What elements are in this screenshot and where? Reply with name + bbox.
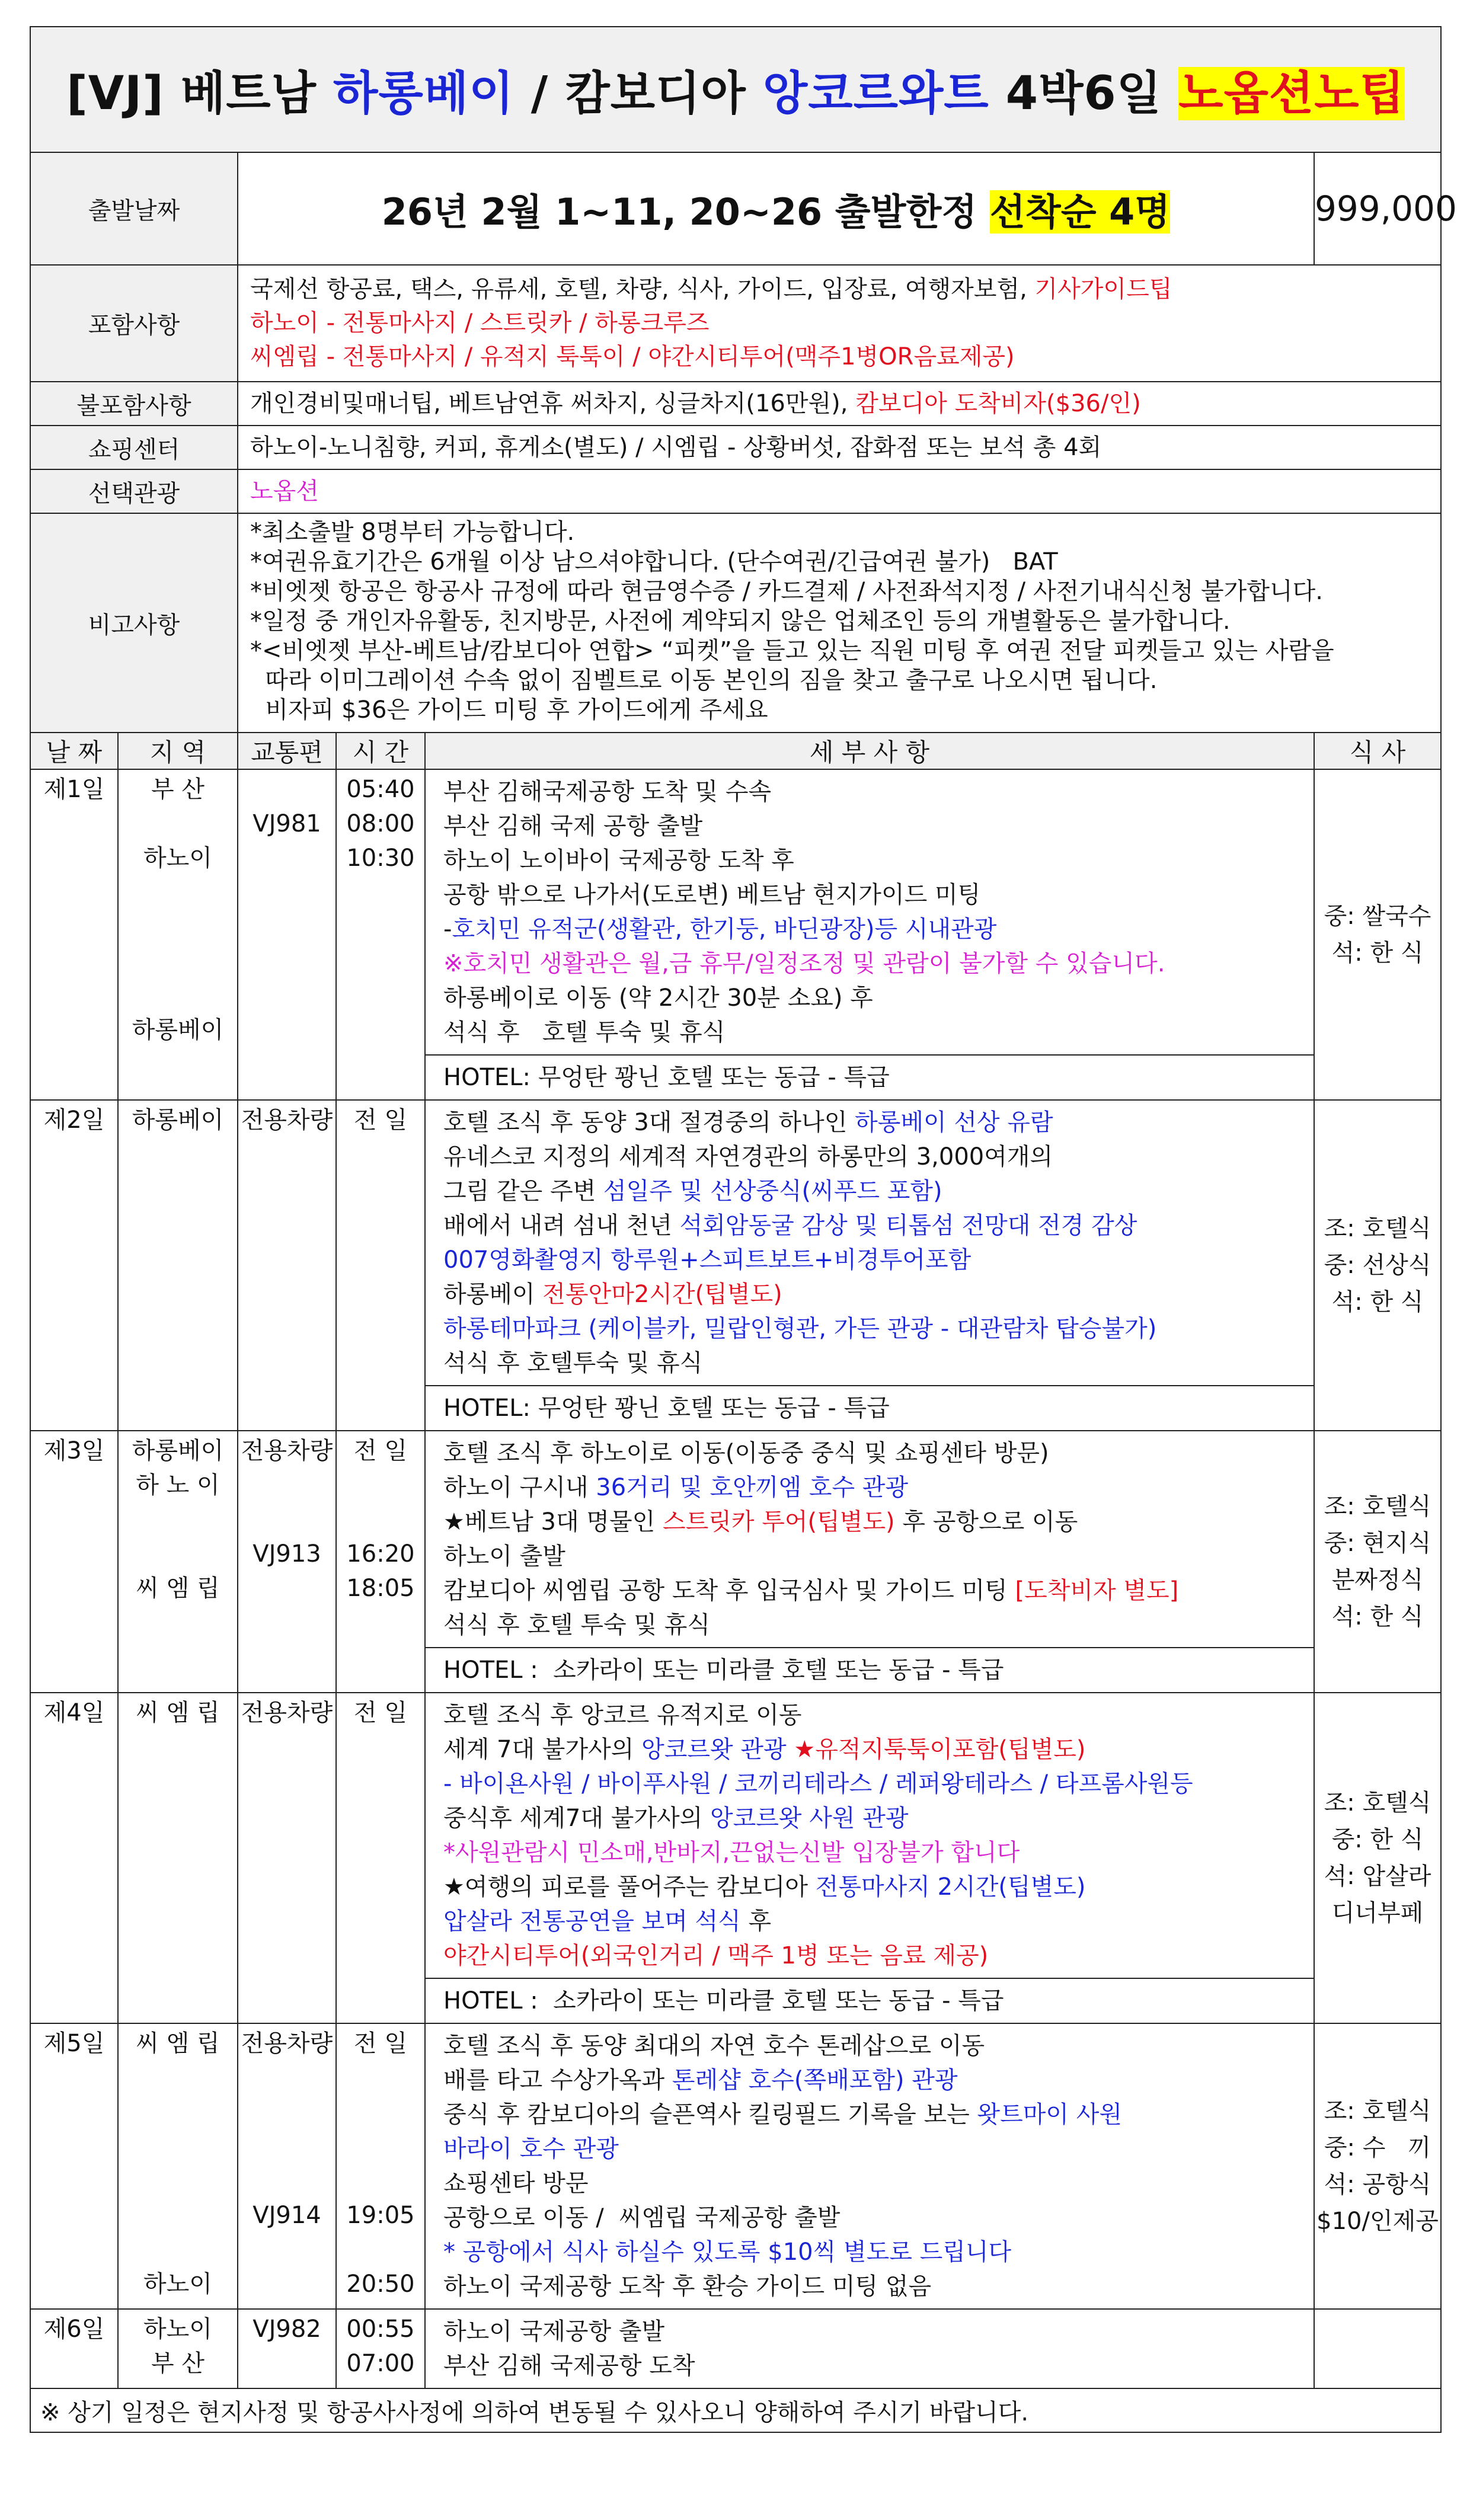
detail-meal-money: * 공항에서 식사 하실수 있도록 $10씩 별도로 드립니다 (443, 2238, 1012, 2266)
day3-label: 제3일 (30, 1431, 118, 1693)
region (120, 1502, 236, 1537)
time: 08:00 (346, 810, 415, 837)
detail-streetcar: 스트릿카 투어(팁별도) (662, 1508, 895, 1536)
time: 전 일 (354, 1437, 407, 1464)
day3-hotel: HOTEL : 소카라이 또는 미라클 호텔 또는 동급 - 특급 (425, 1648, 1314, 1693)
title-highlight: 노옵션노팁 (1178, 67, 1405, 120)
region (120, 2061, 236, 2095)
detail-highlight: 007영화촬영지 항루원+스피트보트+비경투어포함 (443, 1246, 972, 1274)
detail-text: 후 공항으로 이동 (894, 1508, 1078, 1536)
transport: VJ981 (253, 810, 321, 837)
price: 999,000 (1314, 152, 1441, 265)
itinerary-sheet (30, 26, 1457, 2433)
detail-highlight: 왓트마이 사원 (977, 2101, 1123, 2128)
region (120, 2164, 236, 2198)
included-siemreap: 씨엠립 - 전통마사지 / 유적지 툭툭이 / 야간시티투어(맥주1병OR음료제공) (250, 343, 1015, 370)
meal: $10/인제공 (1316, 2208, 1439, 2235)
meal: 조: 호텔식 (1324, 1493, 1431, 1520)
day3-detail (425, 1431, 1314, 1648)
meal: 디너부페 (1331, 1899, 1424, 1927)
time (338, 2129, 423, 2164)
day4-transport: 전용차량 (238, 1693, 336, 2023)
departure-highlight: 선착순 4명 (989, 190, 1171, 234)
transport: 전용차량 (241, 1437, 333, 1464)
day2-transport: 전용차량 (238, 1100, 336, 1431)
region (120, 2129, 236, 2164)
included-label: 포함사항 (30, 265, 238, 382)
day3-times (336, 1431, 425, 1693)
note-line: 따라 이미그레이션 수속 없이 짐벨트로 이동 본인의 짐을 찾고 출구로 나오시면 됩니다. (250, 667, 1158, 694)
region: 하노이 (143, 845, 212, 872)
day6-times (336, 2309, 425, 2388)
transport: VJ913 (253, 1540, 321, 1568)
meal: 중: 수 끼 (1324, 2134, 1431, 2161)
time: 16:20 (346, 1540, 415, 1568)
region: 씨 엠 립 (136, 2030, 220, 2057)
day3-transport (238, 1431, 336, 1693)
notes-content (238, 513, 1441, 733)
detail-highlight: 36거리 및 호안끼엠 호수 관광 (596, 1474, 909, 1501)
shopping-content: 하노이-노니침향, 커피, 휴게소(별도) / 시엠립 - 상황버섯, 잡화점 또는 보석 총 4회 (238, 426, 1441, 469)
day4-label: 제4일 (30, 1693, 118, 2023)
day1-meals (1314, 769, 1441, 1100)
time: 18:05 (346, 1575, 415, 1602)
day5-detail (425, 2023, 1314, 2309)
day5-transport (238, 2023, 336, 2309)
day2-meals (1314, 1100, 1441, 1431)
day1-times (336, 769, 425, 1100)
detail-line: 부산 김해국제공항 도착 및 수속 (443, 778, 772, 805)
region (120, 978, 236, 1013)
schedule-header (30, 733, 1441, 769)
title-mid: / 캄보디아 (514, 67, 763, 120)
title-suffix: 4박6일 (989, 67, 1179, 120)
meal: 석: 한 식 (1331, 1288, 1424, 1316)
title-halong: 하롱베이 (333, 67, 514, 120)
transport (239, 2129, 334, 2164)
region (120, 807, 236, 841)
day5-label: 제5일 (30, 2023, 118, 2309)
transport (239, 2061, 334, 2095)
time (338, 1502, 423, 1537)
time: 05:40 (346, 776, 415, 803)
note-line: *최소출발 8명부터 가능합니다. (250, 519, 575, 546)
transport (239, 2095, 334, 2129)
region: 부 산 (151, 776, 204, 803)
meal: 분짜정식 (1331, 1566, 1424, 1594)
day6-regions (118, 2309, 238, 2388)
day4-detail (425, 1693, 1314, 1978)
detail-text: 캄보디아 씨엠립 공항 도착 후 입국심사 및 가이드 미팅 (443, 1577, 1015, 1604)
title-angkor: 앙코르와트 (762, 67, 989, 120)
detail-highlight: 석회암동굴 감상 및 티톱섬 전망대 전경 감상 (679, 1212, 1137, 1239)
header-time: 시 간 (336, 733, 425, 769)
time (338, 2061, 423, 2095)
detail-text: 후 (740, 1908, 772, 1935)
detail-line: 호텔 조식 후 동양 최대의 자연 호수 톤레삽으로 이동 (443, 2032, 985, 2060)
region (120, 910, 236, 944)
detail-line: 부산 김해 국제 공항 출발 (443, 813, 703, 840)
region (120, 2095, 236, 2129)
day2-label: 제2일 (30, 1100, 118, 1431)
footer-note: ※ 상기 일정은 현지사정 및 항공사사정에 의하여 변동될 수 있사오니 양해하여 주시기 바랍니다. (30, 2388, 1441, 2432)
detail-text: 세계 7대 불가사의 (443, 1736, 642, 1763)
detail-night-tour: 야간시티투어(외국인거리 / 맥주 1병 또는 음료 제공) (443, 1942, 989, 1969)
region: 하노이 (143, 2270, 212, 2298)
header-region: 지 역 (118, 733, 238, 769)
detail-line: 하롱베이로 이동 (약 2시간 30분 소요) 후 (443, 984, 873, 1012)
detail-highlight: 하롱베이 선상 유람 (855, 1109, 1053, 1136)
transport (239, 2164, 334, 2198)
region: 하롱베이 (132, 1016, 224, 1044)
detail-highlight: 전통마사지 2시간(팁별도) (815, 1873, 1086, 1901)
included-line1: 국제선 항공료, 택스, 유류세, 호텔, 차량, 식사, 가이드, 입장료, 여행자보험, (250, 276, 1035, 303)
detail-highlight: 톤레샵 호수(쪽배포함) 관광 (672, 2067, 958, 2094)
excluded-visa: 캄보디아 도착비자($36/인) (855, 389, 1141, 417)
detail-line: 하노이 출발 (443, 1543, 565, 1570)
excluded-content (238, 382, 1441, 426)
day1-hotel: HOTEL: 무엉탄 꽝닌 호텔 또는 동급 - 특급 (425, 1055, 1314, 1100)
day1-label: 제1일 (30, 769, 118, 1100)
region: 하롱베이 (132, 1437, 224, 1464)
time (338, 2164, 423, 2198)
meal: 조: 호텔식 (1324, 1215, 1431, 1242)
detail-highlight: 섬일주 및 선상중식(씨푸드 포함) (603, 1178, 942, 1205)
departure-label: 출발날짜 (30, 152, 238, 265)
detail-line: 하노이 노이바이 국제공항 도착 후 (443, 847, 794, 874)
day6-meals (1314, 2309, 1441, 2388)
detail-highlight: 압살라 전통공연을 보며 석식 (443, 1908, 741, 1935)
time: 10:30 (346, 845, 415, 872)
detail-line: 부산 김해 국제공항 도착 (443, 2352, 695, 2380)
detail-highlight: 하롱테마파크 (케이블카, 밀랍인형관, 가든 관광 - 대관람차 탑승불가) (443, 1315, 1157, 1342)
header-meal: 식 사 (1314, 733, 1441, 769)
detail-line: 석식 후 호텔 투숙 및 휴식 (443, 1611, 710, 1639)
detail-line: 호텔 조식 후 앙코르 유적지로 이동 (443, 1702, 802, 1729)
detail-temples: - 바이욘사원 / 바이푸사원 / 코끼리테라스 / 레퍼왕테라스 / 타프롬사원등 (443, 1770, 1193, 1798)
excluded-label: 불포함사항 (30, 382, 238, 426)
detail-line: 하노이 국제공항 출발 (443, 2318, 665, 2345)
detail-line: 석식 후 호텔 투숙 및 휴식 (443, 1019, 726, 1046)
detail-text: 배를 타고 수상가옥과 (443, 2067, 672, 2094)
meal: 조: 호텔식 (1324, 2097, 1431, 2125)
detail-warning: ※호치민 생활관은 월,금 휴무/일정조정 및 관람이 불가할 수 있습니다. (443, 950, 1165, 977)
option-content: 노옵션 (238, 469, 1441, 513)
note-line: *비엣젯 항공은 항공사 규정에 따라 현금영수증 / 카드결제 / 사전좌석지정 / 사전기내식신청 불가합니다. (250, 578, 1323, 605)
day6-detail (425, 2309, 1314, 2388)
detail-text: 배에서 내려 섬내 천년 (443, 1212, 680, 1239)
time: 20:50 (346, 2270, 415, 2298)
itinerary-table (30, 26, 1457, 2433)
detail-warning: *사원관람시 민소매,반바지,끈없는신발 입장불가 합니다 (443, 1839, 1020, 1866)
note-line: *<비엣젯 부산-베트남/캄보디아 연합> “피켓”을 들고 있는 직원 미팅 후 여권 전달 피켓들고 있는 사람을 (250, 637, 1334, 664)
region: 하 노 이 (136, 1472, 220, 1499)
detail-text: - (443, 916, 452, 943)
region (120, 1537, 236, 1571)
day1-transport (238, 769, 336, 1100)
region (120, 875, 236, 910)
day3-meals (1314, 1431, 1441, 1693)
day4-row (30, 1693, 1441, 1978)
detail-line: 유네스코 지정의 세계적 자연경관의 하롱만의 3,000여개의 (443, 1143, 1053, 1171)
meal: 조: 호텔식 (1324, 1789, 1431, 1817)
time: 07:00 (346, 2350, 415, 2377)
day6-label: 제6일 (30, 2309, 118, 2388)
meal: 중: 현지식 (1324, 1530, 1431, 1557)
included-tip: 기사가이드팁 (1034, 276, 1172, 303)
transport: 전용차량 (241, 2030, 333, 2057)
transport: VJ914 (253, 2202, 321, 2229)
time (338, 1468, 423, 1502)
day4-hotel: HOTEL : 소카라이 또는 미라클 호텔 또는 동급 - 특급 (425, 1978, 1314, 2023)
day2-region: 하롱베이 (118, 1100, 238, 1431)
day2-time: 전 일 (336, 1100, 425, 1431)
day6-transport: VJ982 (238, 2309, 336, 2388)
detail-line: 호텔 조식 후 하노이로 이동(이동중 중식 및 쇼핑센타 방문) (443, 1440, 1049, 1467)
detail-highlight: 호치민 유적군(생활관, 한기둥, 바딘광장)등 시내관광 (452, 916, 997, 943)
included-hanoi: 하노이 - 전통마사지 / 스트릿카 / 하롱크루즈 (250, 309, 710, 337)
meal: 중: 선상식 (1324, 1252, 1431, 1279)
region: 부 산 (151, 2350, 204, 2377)
day1-regions (118, 769, 238, 1100)
meal: 중: 한 식 (1331, 1826, 1424, 1853)
detail-visa: [도착비자 별도] (1015, 1577, 1179, 1604)
day2-hotel: HOTEL: 무엉탄 꽝닌 호텔 또는 동급 - 특급 (425, 1386, 1314, 1431)
note-line: 비자피 $36은 가이드 미팅 후 가이드에게 주세요 (250, 696, 768, 724)
day1-detail (425, 769, 1314, 1055)
detail-highlight: 앙코르왓 관광 (641, 1736, 794, 1763)
day3-row (30, 1431, 1441, 1648)
day1-row (30, 769, 1441, 1055)
detail-text: 하롱베이 (443, 1281, 543, 1308)
detail-text: ★여행의 피로를 풀어주는 캄보디아 (443, 1873, 816, 1901)
region: 씨 엠 립 (136, 1575, 220, 1602)
time: 00:55 (346, 2316, 415, 2343)
time: 전 일 (354, 2030, 407, 2057)
departure-dates-text: 26년 2월 1~11, 20~26 출발한정 (381, 190, 990, 234)
transport (239, 1468, 334, 1502)
detail-line: 석식 후 호텔투숙 및 휴식 (443, 1349, 703, 1377)
detail-line: 쇼핑센타 방문 (443, 2170, 589, 2197)
day6-row (30, 2309, 1441, 2388)
meal: 석: 압살라 (1324, 1863, 1431, 1890)
day2-detail (425, 1100, 1314, 1386)
detail-line: 하노이 국제공항 도착 후 환승 가이드 미팅 없음 (443, 2273, 932, 2300)
note-line: *일정 중 개인자유활동, 친지방문, 사전에 계약되지 않은 업체조인 등의 개별활동은 불가합니다. (250, 607, 1231, 635)
region: 하노이 (143, 2316, 212, 2343)
day3-regions (118, 1431, 238, 1693)
detail-text: 하노이 구시내 (443, 1474, 596, 1501)
detail-text: 호텔 조식 후 동양 3대 절경중의 하나인 (443, 1109, 855, 1136)
detail-text: 중식후 세계7대 불가사의 (443, 1805, 710, 1832)
detail-highlight: 바라이 호수 관광 (443, 2135, 619, 2163)
title-prefix: [VJ] 베트남 (66, 67, 334, 120)
time (338, 2233, 423, 2267)
detail-highlight: 앙코르왓 사원 관광 (710, 1805, 909, 1832)
region (120, 2198, 236, 2233)
included-content (238, 265, 1441, 382)
detail-text: 중식 후 캄보디아의 슬픈역사 킬링필드 기록을 보는 (443, 2101, 977, 2128)
day4-region: 씨 엠 립 (118, 1693, 238, 2023)
detail-line: 공항으로 이동 / 씨엠립 국제공항 출발 (443, 2204, 841, 2231)
detail-line: 공항 밖으로 나가서(도로변) 베트남 현지가이드 미팅 (443, 881, 981, 909)
day4-time: 전 일 (336, 1693, 425, 2023)
day5-row (30, 2023, 1441, 2309)
time (338, 2095, 423, 2129)
meal: 석: 공항식 (1324, 2171, 1431, 2198)
day4-meals (1314, 1693, 1441, 2023)
departure-dates (238, 152, 1314, 265)
transport (239, 1502, 334, 1537)
header-transport: 교통편 (238, 733, 336, 769)
header-detail: 세 부 사 항 (425, 733, 1314, 769)
header-day: 날 짜 (30, 733, 118, 769)
page-title (30, 27, 1441, 152)
detail-tuktuk: ★유적지툭툭이포함(팁별도) (794, 1736, 1086, 1763)
day5-times (336, 2023, 425, 2309)
detail-text: ★베트남 3대 명물인 (443, 1508, 663, 1536)
region (120, 944, 236, 978)
shopping-label: 쇼핑센터 (30, 426, 238, 469)
notes-label: 비고사항 (30, 513, 238, 733)
region (120, 2233, 236, 2267)
day2-row (30, 1100, 1441, 1386)
excluded-text: 개인경비및매너팁, 베트남연휴 써차지, 싱글차지(16만원), (250, 389, 856, 417)
transport (239, 772, 334, 807)
meal: 석: 한 식 (1331, 1603, 1424, 1630)
time: 19:05 (346, 2202, 415, 2229)
detail-text: 그림 같은 주변 (443, 1178, 603, 1205)
detail-massage: 전통안마2시간(팁별도) (542, 1281, 782, 1308)
option-label: 선택관광 (30, 469, 238, 513)
note-line: *여권유효기간은 6개월 이상 남으셔야합니다. (단수여권/긴급여권 불가) BAT (250, 548, 1058, 575)
day5-regions (118, 2023, 238, 2309)
meal: 중: 쌀국수 (1324, 903, 1431, 930)
meal: 석: 한 식 (1331, 939, 1424, 967)
day5-meals (1314, 2023, 1441, 2309)
